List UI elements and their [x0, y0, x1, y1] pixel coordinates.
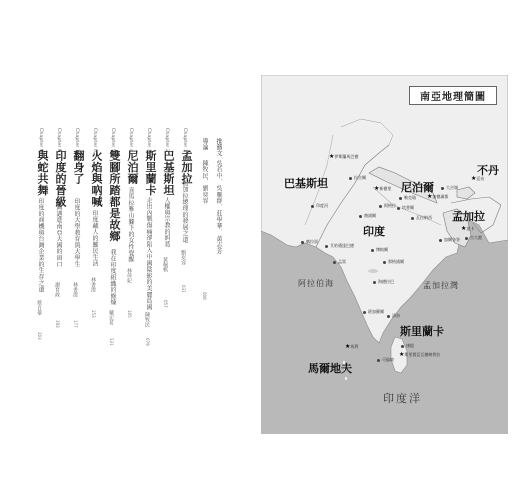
capital-dhaka [461, 225, 474, 232]
chapter-subtitle: 台灣邁進南亞大國的窗口 [55, 198, 62, 268]
city-label: 馬利 [350, 344, 359, 349]
country-label-india: 印度 [363, 225, 385, 238]
city-dot-icon [439, 239, 442, 242]
chapter-label: Chapter 6 [92, 128, 97, 153]
city-dot-icon [399, 197, 402, 200]
city-ahmedabad [325, 243, 354, 249]
city-label: 清奈 [392, 313, 400, 318]
city-label: 斯里賈亞瓦德納普拉 [404, 352, 441, 357]
chapter-title: 雙腳所踏都是故鄉 [108, 150, 121, 242]
city-label: 廷布 [476, 176, 485, 181]
city-colombo [377, 357, 394, 363]
star-icon: ★ [471, 175, 477, 182]
chapter-title: 巴基斯坦 [162, 150, 175, 196]
chapter-label: Chapter 7 [74, 128, 79, 153]
city-label: 海德拉巴 [378, 279, 394, 284]
city-dot-icon [311, 205, 314, 208]
city-label: 拉合爾 [354, 175, 366, 180]
city-dot-icon [379, 205, 382, 208]
star-icon: ★ [329, 153, 335, 160]
foreword-label: 推薦文 [215, 138, 222, 157]
city-label: 阿格拉 [384, 203, 396, 208]
city-dot-icon [333, 261, 336, 264]
chapter-title: 孟加拉 [180, 150, 193, 185]
chapter-subtitle: 我在印度組織的修煉 [109, 249, 116, 306]
city-dot-icon [401, 345, 404, 348]
country-label-bhutan: 不丹 [477, 164, 499, 177]
chapter-subtitle: 走出內戰傷痛卻陷入中國陰影的美麗島國 [145, 197, 152, 311]
table-of-contents [0, 0, 250, 500]
chapter-author: 林書澄 [90, 277, 96, 292]
city-dot-icon [397, 207, 400, 210]
city-label: 康提 [406, 343, 414, 348]
sea-label-bay-of-bengal: 孟加拉灣 [423, 281, 459, 290]
map-title: 南亞地理簡圖 [409, 86, 497, 105]
city-dot-icon [411, 217, 414, 220]
city-label: 吉大港 [470, 235, 482, 240]
chapter-author: 黃佩棋 [162, 257, 168, 272]
chapter-author: 蔡百蓁 [36, 300, 42, 315]
chapter-subtitle: 人權與宗教的糾葛 [163, 197, 170, 248]
star-icon: ★ [461, 225, 467, 232]
city-agra [379, 203, 396, 209]
city-darjeeling [441, 185, 458, 191]
country-label-bangladesh: 孟加拉 [452, 210, 485, 223]
chapter-title: 翻身了 [72, 150, 85, 185]
chapter-title: 尼泊爾 [126, 150, 139, 185]
chapter-label: Chapter 2 [164, 128, 169, 153]
intro-authors: 陳牧民．劉奕容 [201, 160, 208, 205]
city-dot-icon [373, 281, 376, 284]
city-label: 孟買 [338, 259, 346, 264]
inland-lake [368, 269, 378, 273]
city-lucknow [399, 195, 416, 201]
chapter-author: 林倖妃 [126, 268, 132, 283]
chapter-page: 031 [181, 285, 186, 293]
chapter-subtitle: 印度的商機與台灣企業的生存之道 [37, 198, 44, 293]
chapter-subtitle: 喜馬拉雅山腳下的女性覺醒 [127, 187, 134, 263]
chapter-title: 斯里蘭卡 [144, 150, 157, 196]
chapter-title: 與蛇共舞 [36, 150, 49, 196]
city-dot-icon [325, 245, 328, 248]
south-asia-map [261, 75, 508, 434]
city-jaipur [359, 213, 376, 219]
city-dot-icon [387, 315, 390, 318]
chapter-page: 153 [91, 310, 96, 318]
chapter-label: Chapter 4 [128, 128, 133, 153]
chapter-label: Chapter 1 [182, 128, 187, 153]
intro-page: 008 [202, 292, 207, 300]
city-dot-icon [383, 261, 386, 264]
chapter-page: 079 [145, 338, 150, 346]
city-dot-icon [349, 177, 352, 180]
city-label: 瓦拉納西 [416, 215, 432, 220]
city-dot-icon [465, 237, 468, 240]
city-karachi [301, 239, 318, 245]
intro-label: 導論 [201, 138, 208, 150]
city-dot-icon [301, 241, 304, 244]
city-label: 大吉嶺 [446, 185, 458, 190]
city-label: 艾哈邁達巴德 [330, 243, 354, 248]
city-kolkata [439, 237, 460, 243]
chapter-author: 謝育政 [54, 282, 60, 297]
chapter-title: 印度的晉級 [54, 150, 67, 208]
city-label: 那格浦爾 [388, 259, 404, 264]
country-label-pakistan: 巴基斯坦 [284, 177, 328, 190]
city-dot-icon [359, 215, 362, 218]
ocean-label-indian: 印度洋 [383, 392, 422, 405]
chapter-label: Chapter 8 [56, 128, 61, 153]
chapter-page: 203 [37, 332, 42, 340]
chapter-page: 131 [109, 338, 114, 346]
chapter-subtitle: 孟加拉總理的發展之道 [181, 180, 188, 243]
city-hyderabad [373, 279, 394, 285]
capital-new-delhi [374, 185, 391, 192]
capital-sri-jayawardenepura [399, 351, 440, 358]
city-lahore [349, 175, 366, 181]
sea-label-arabian: 阿拉伯海 [298, 279, 334, 288]
chapter-subtitle: 印度的大學教育與大學生 [73, 198, 80, 268]
country-label-nepal: 尼泊爾 [401, 181, 434, 194]
city-label: 新德里 [379, 186, 392, 191]
city-indus [311, 203, 328, 209]
city-label: 班加羅爾 [368, 309, 384, 314]
city-label: 印度河 [316, 203, 328, 208]
city-label: 坎普爾 [402, 205, 414, 210]
city-label: 達卡 [466, 226, 475, 231]
city-label: 加爾各答 [444, 237, 460, 242]
city-nagpur [383, 259, 404, 265]
city-mumbai [333, 259, 346, 265]
chapter-author: 戴宏茗 [108, 310, 114, 325]
capital-thimphu [471, 175, 484, 182]
city-dot-icon [377, 359, 380, 362]
country-label-maldives: 馬爾地夫 [308, 362, 352, 375]
city-dot-icon [363, 311, 366, 314]
chapter-author: 陳牧民 [144, 312, 150, 327]
city-label: 博帕爾 [376, 247, 388, 252]
chapter-title: 火焰與吶喊 [90, 150, 103, 208]
star-icon: ★ [345, 343, 351, 350]
city-label: 喀拉蚩 [306, 239, 318, 244]
maldives-island [345, 377, 347, 380]
city-dot-icon [371, 249, 374, 252]
city-varanasi [411, 215, 432, 221]
city-chittagong [465, 235, 482, 241]
city-label: 伊斯蘭馬巴德 [334, 154, 359, 159]
city-bhopal [371, 247, 388, 253]
chapter-page: 105 [127, 310, 132, 318]
city-kandy [401, 343, 414, 349]
capital-male [345, 343, 358, 350]
chapter-page: 193 [55, 320, 60, 328]
capital-kathmandu [427, 193, 448, 200]
city-label: 勒克瑙 [404, 195, 416, 200]
city-chennai [387, 313, 400, 319]
map-landmass [261, 75, 508, 434]
chapter-author: 林書澄 [72, 282, 78, 297]
city-label: 齋浦爾 [364, 213, 376, 218]
country-label-sri-lanka: 斯里蘭卡 [400, 325, 444, 338]
chapter-label: Chapter 9 [38, 128, 43, 153]
chapter-label: Chapter 5 [110, 128, 115, 153]
chapter-author: 劉奕容 [180, 250, 186, 265]
city-bangalore [363, 309, 384, 315]
chapter-subtitle: 印度藏人的難民生活 [91, 210, 98, 267]
foreword-authors: 吳若中．吳雁群．莊學華．黃志芳 [215, 160, 222, 255]
star-icon: ★ [374, 185, 380, 192]
chapter-page: 177 [73, 320, 78, 328]
city-dot-icon [441, 187, 444, 190]
star-icon: ★ [399, 351, 405, 358]
city-label: 可倫坡 [382, 357, 394, 362]
capital-islamabad [329, 153, 358, 160]
city-kanpur [397, 205, 414, 211]
city-label: 加德滿都 [432, 194, 449, 199]
chapter-label: Chapter 3 [146, 128, 151, 153]
chapter-page: 057 [163, 300, 168, 308]
star-icon: ★ [427, 193, 433, 200]
